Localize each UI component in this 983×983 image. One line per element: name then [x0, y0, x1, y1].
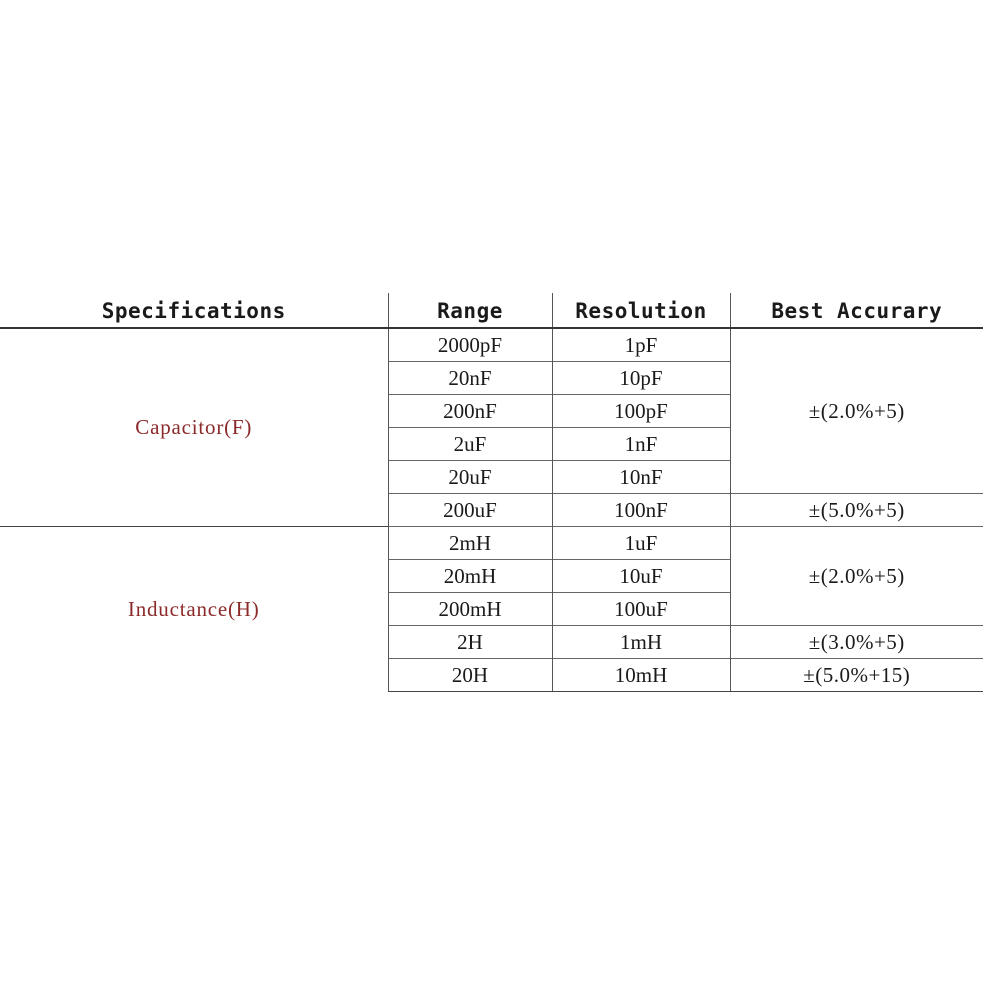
resolution-cell: 10mH	[552, 659, 730, 692]
accuracy-cell: ±(5.0%+5)	[730, 494, 983, 527]
header-accuracy: Best Accurary	[730, 293, 983, 328]
header-row	[0, 293, 983, 328]
header-specifications: Specifications	[0, 293, 388, 328]
resolution-cell: 10uF	[552, 560, 730, 593]
group-label-capacitor: Capacitor(F)	[135, 415, 253, 439]
range-cell: 2H	[388, 626, 552, 659]
accuracy-cell: ±(2.0%+5)	[730, 527, 983, 626]
resolution-cell: 100uF	[552, 593, 730, 626]
range-cell: 200mH	[388, 593, 552, 626]
resolution-cell: 10pF	[552, 362, 730, 395]
resolution-cell: 100pF	[552, 395, 730, 428]
resolution-cell: 1nF	[552, 428, 730, 461]
group-label-inductance: Inductance(H)	[0, 527, 388, 692]
resolution-cell: 1pF	[552, 328, 730, 362]
table-row	[0, 527, 983, 560]
spec-table	[0, 293, 983, 692]
resolution-cell: 100nF	[552, 494, 730, 527]
header-range: Range	[388, 293, 552, 328]
table-row	[0, 328, 983, 362]
range-cell: 2000pF	[388, 328, 552, 362]
range-cell: 20mH	[388, 560, 552, 593]
resolution-cell: 1uF	[552, 527, 730, 560]
resolution-cell: 10nF	[552, 461, 730, 494]
range-cell: 200uF	[388, 494, 552, 527]
header-resolution: Resolution	[552, 293, 730, 328]
range-cell: 20nF	[388, 362, 552, 395]
resolution-cell: 1mH	[552, 626, 730, 659]
accuracy-cell: ±(2.0%+5)	[730, 328, 983, 494]
range-cell: 2uF	[388, 428, 552, 461]
range-cell: 20uF	[388, 461, 552, 494]
range-cell: 200nF	[388, 395, 552, 428]
range-cell: 2mH	[388, 527, 552, 560]
accuracy-cell: ±(3.0%+5)	[730, 626, 983, 659]
range-cell: 20H	[388, 659, 552, 692]
accuracy-cell: ±(5.0%+15)	[730, 659, 983, 692]
